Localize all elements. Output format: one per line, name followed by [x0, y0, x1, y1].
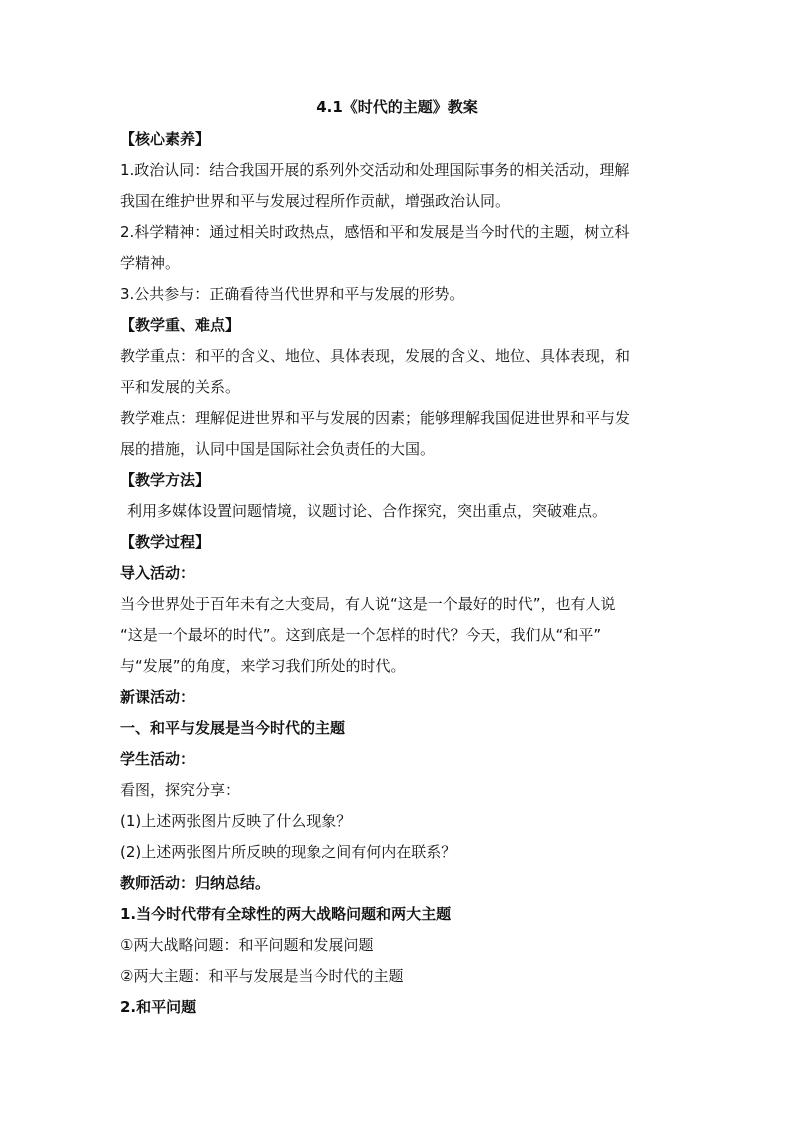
section-heading-line: 1.当今时代带有全球性的两大战略问题和两大主题	[120, 905, 452, 923]
section-heading-line: 【核心素养】	[120, 130, 211, 148]
text-line: “这是一个最坏的时代”。这到底是一个怎样的时代？今天，我们从“和平”	[120, 626, 602, 644]
text-line: 2.科学精神：通过相关时政热点，感悟和平和发展是当今时代的主题，树立科	[120, 223, 630, 241]
text-line: (1)上述两张图片反映了什么现象？	[120, 812, 352, 830]
section-heading-line: 【教学重、难点】	[120, 316, 241, 334]
section-heading-line: 一、和平与发展是当今时代的主题	[120, 719, 346, 737]
section-heading-line: 导入活动：	[120, 564, 196, 582]
text-line: 与“发展”的角度，来学习我们所处的时代。	[120, 657, 406, 675]
section-heading-line: 【教学过程】	[120, 533, 211, 551]
section-heading-line: 2.和平问题	[120, 998, 197, 1016]
document-body	[120, 124, 676, 1023]
section-heading-line: 新课活动：	[120, 688, 196, 706]
section-heading-line: 【教学方法】	[120, 471, 211, 489]
text-line: (2)上述两张图片所反映的现象之间有何内在联系？	[120, 843, 457, 861]
document-title: 4.1《时代的主题》教案	[316, 98, 478, 116]
section-heading-line: 教师活动：归纳总结。	[120, 874, 271, 892]
text-line: 当今世界处于百年未有之大变局，有人说“这是一个最好的时代”，也有人说	[120, 595, 616, 613]
text-line: 学精神。	[120, 254, 181, 272]
text-line: ②两大主题：和平与发展是当今时代的主题	[120, 967, 404, 985]
text-line: 教学难点：理解促进世界和平与发展的因素；能够理解我国促进世界和平与发	[120, 409, 631, 427]
text-line: 教学重点：和平的含义、地位、具体表现，发展的含义、地位、具体表现，和	[120, 347, 631, 365]
text-line: 看图，探究分享：	[120, 781, 241, 799]
text-line: 1.政治认同：结合我国开展的系列外交活动和处理国际事务的相关活动，理解	[120, 161, 630, 179]
text-line: 展的措施，认同中国是国际社会负责任的大国。	[120, 440, 436, 458]
section-heading-line: 学生活动：	[120, 750, 196, 768]
text-line: 平和发展的关系。	[120, 378, 241, 396]
text-line: 3.公共参与：正确看待当代世界和平与发展的形势。	[120, 285, 465, 303]
text-line: 利用多媒体设置问题情境，议题讨论、合作探究，突出重点，突破难点。	[127, 502, 608, 520]
text-line: ①两大战略问题：和平问题和发展问题	[120, 936, 374, 954]
text-line: 我国在维护世界和平与发展过程所作贡献，增强政治认同。	[120, 192, 511, 210]
